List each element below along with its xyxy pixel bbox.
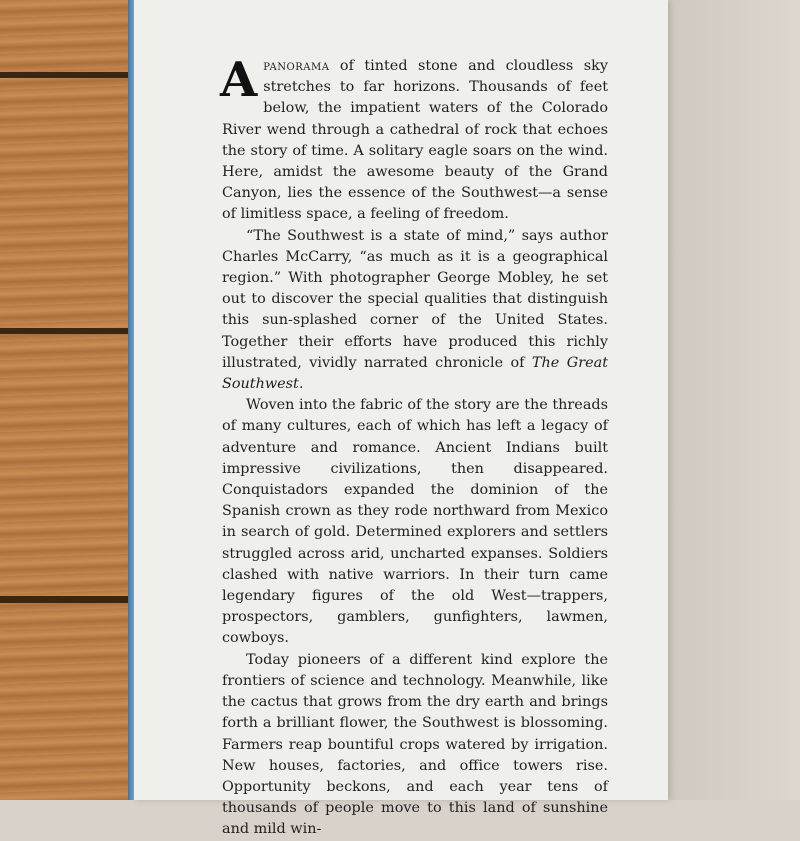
flap-text-block — [220, 52, 608, 841]
paragraph-2-end: . — [298, 376, 304, 393]
paragraph-3: Woven into the fabric of the story are the threads of many cultures, each of which has left a legacy of adventure and romance. Ancient Indians built impressive civilizations, then disappeared. Conquistadors expanded the dominion of the Spanish crown as they rode northward from Mexico in search of gold. Determined explorers and settlers struggled across arid, uncharted expanses. Soldiers clashed with native warriors. In their turn came legendary figures of the old West—trappers, prospectors, gamblers, gunfighters, lawmen, cowboys. — [222, 397, 608, 647]
paragraph-2 — [222, 226, 608, 396]
drop-cap: A — [220, 52, 258, 108]
paragraph-1 — [220, 52, 608, 226]
paragraph-1-text: of tinted stone and cloudless sky stretches to far horizons. Thousands of feet below, the impatient waters of the Colorado River wend through a cathedral of rock that echoes the story of time. A solitary eagle soars on the wind. Here, amidst the awesome beauty of the Grand Canyon, lies the essence of the Southwest—a sense of limitless space, a feeling of freedom. — [222, 58, 608, 223]
book-title-italic: The Great Southwest — [222, 354, 608, 393]
paragraph-4: Today pioneers of a different kind explore the frontiers of science and technology. Meanwhile, like the cactus that grows from the dry earth and brings forth a brilliant flower, the Southwest is blossoming. Farmers reap bountiful crops watered by irrigation. New houses, factories, and office towers rise. Opportunity beckons, and each year tens of thousands of people move to this land of sunshine and mild win- — [222, 651, 608, 838]
wall-background — [665, 0, 800, 800]
lead-small-caps: panorama — [263, 58, 330, 74]
paragraph-2-text: “The Southwest is a state of mind,” says author Charles McCarry, “as much as it is a geographical region.” With photographer George Mobley, he set out to discover the special qualities that distinguish this sun-splashed corner of the United States. Together their efforts have produced this richly illustrated, vividly narrated chronicle of — [222, 227, 608, 371]
book-flap-page — [134, 0, 668, 838]
